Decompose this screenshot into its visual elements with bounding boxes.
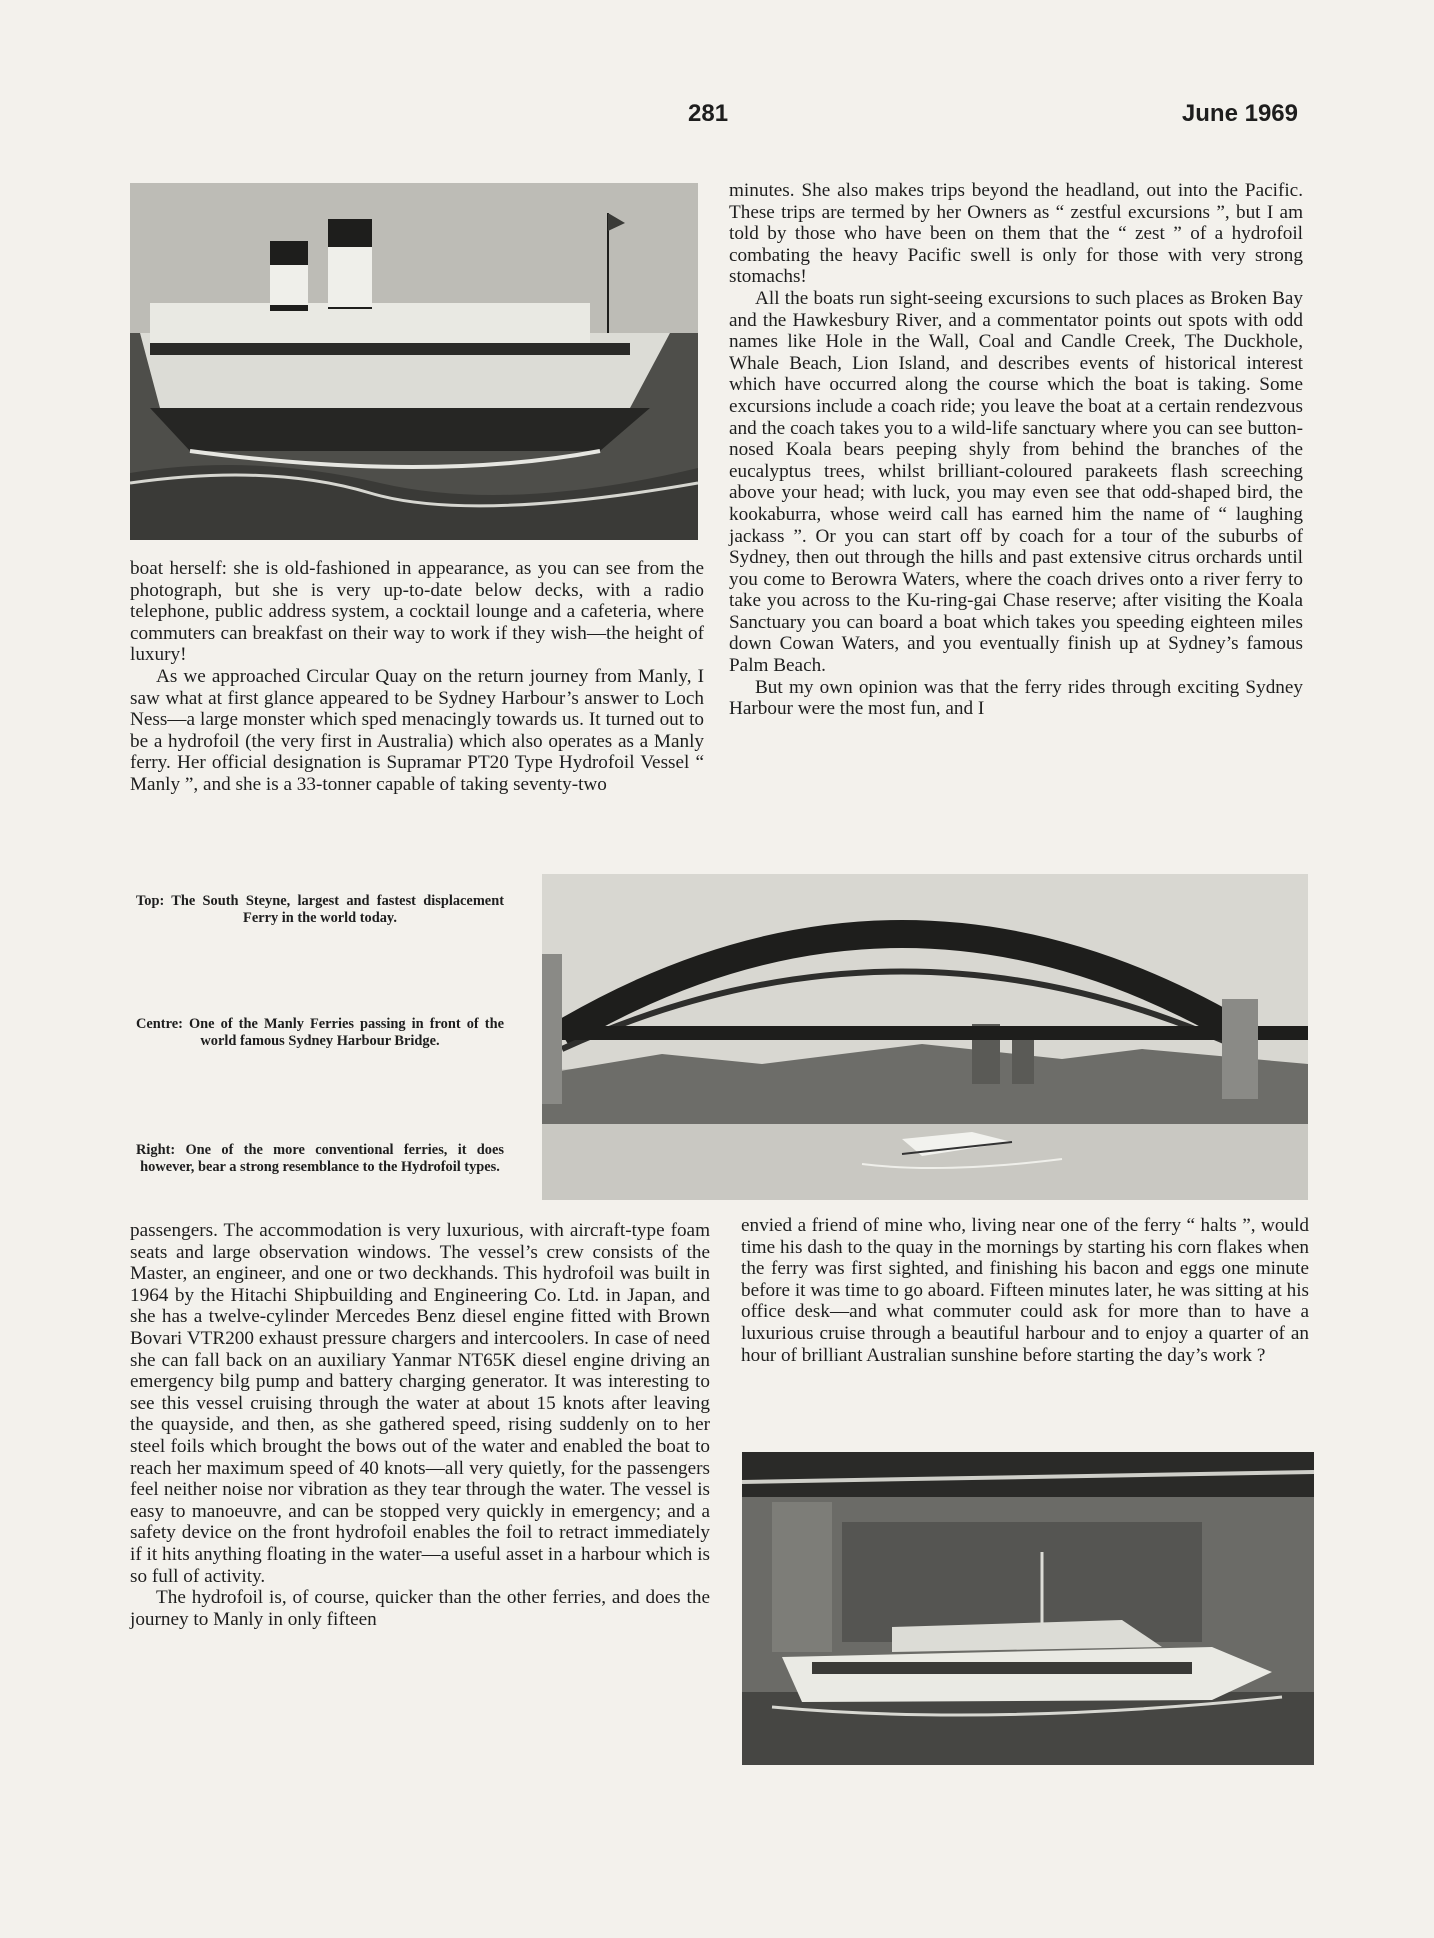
caption-right: Right: One of the more conventional ferries, it does however, bear a strong resemblance to the Hydrofoil types.	[136, 1142, 504, 1175]
paragraph: envied a friend of mine who, living near one of the ferry “ halts ”, would time his dash to the quay in the mornings by starting his corn flakes when the ferry was first sighted, and finishing his bacon and eggs one minute before it was time to go aboard. Fifteen minutes later, he was sitting at his office desk—and what commuter could ask for more than to have a luxurious cruise through a beautiful harbour and to enjoy a quarter of an hour of brilliant Australian sunshine before starting the day’s work ?	[741, 1215, 1309, 1366]
paragraph: The hydrofoil is, of course, quicker than the other ferries, and does the journey to Manly in only fifteen	[130, 1587, 710, 1630]
paragraph: But my own opinion was that the ferry rides through exciting Sydney Harbour were the most fun, and I	[729, 676, 1303, 720]
paragraph: All the boats run sight-seeing excursions to such places as Broken Bay and the Hawkesbury River, and a commentator points out spots with odd names like Hole in the Wall, Coal and Candle Creek, The Duckhole, Whale Beach, Lion Island, and describes events of historical interest which have occurred along the course which the boat is taking. Some excursions include a coach ride; you leave the boat at a certain rendezvous and the coach takes you to a wild-life sanctuary where you can see button-nosed Koala bears peeping shyly from behind the branches of the eucalyptus trees, whilst brilliant-coloured parakeets flash screeching above your head; with luck, you may even see that odd-shaped bird, the kookaburra, whose weird call has earned him the name of “ laughing jackass ”. Or you can start off by coach for a tour of the suburbs of Sydney, then out through the hills and past extensive citrus orchards until you come to Berowra Waters, where the coach drives onto a river ferry to take you across to the Ku-ring-gai Chase reserve; after visiting the Koala Sanctuary you can board a boat which takes you speeding eighteen miles down Cowan Waters, and you eventually finish up at Sydney’s famous Palm Beach.	[729, 287, 1303, 677]
article-column-right-bottom	[741, 1215, 1309, 1366]
paragraph: passengers. The accommodation is very luxurious, with aircraft-type foam seats and large observation windows. The vessel’s crew consists of the Master, an engineer, and one or two deckhands. This hydrofoil was built in 1964 by the Hitachi Shipbuilding and Engineering Co. Ltd. in Japan, and she has a twelve-cylinder Mercedes Benz diesel engine fitted with Brown Bovari VTR200 exhaust pressure chargers and intercoolers. In case of need she can fall back on an auxiliary Yanmar NT65K diesel engine driving an emergency bilg pump and battery charging generator. It was interesting to see this vessel cruising through the water at about 15 knots after leaving the quayside, and then, as she gathered speed, rising suddenly on to her steel foils which brought the bows out of the water and enabled the boat to reach her maximum speed of 40 knots—all very quietly, for the passengers feel neither noise nor vibration as they tear through the water. The vessel is easy to manoeuvre, and can be stopped very quickly in emergency; and a safety device on the front hydrofoil enables the foil to retract immediately if it hits anything floating in the water—a useful asset in a harbour which is so full of activity.	[130, 1220, 710, 1587]
page-header	[0, 100, 1434, 134]
article-column-left-top	[130, 558, 704, 796]
caption-centre: Centre: One of the Manly Ferries passing in front of the world famous Sydney Harbour Bridge.	[136, 1016, 504, 1049]
article-column-right-top	[729, 180, 1303, 720]
paragraph: As we approached Circular Quay on the return journey from Manly, I saw what at first glance appeared to be Sydney Harbour’s answer to Loch Ness—a large monster which sped menacingly towards us. It turned out to be a hydrofoil (the very first in Australia) which also operates as a Manly ferry. Her official designation is Supramar PT20 Type Hydrofoil Vessel “ Manly ”, and she is a 33-tonner capable of taking seventy-two	[130, 665, 704, 795]
photo-harbour-bridge	[542, 874, 1308, 1200]
photo-south-steyne-ferry	[130, 183, 698, 540]
page-number: 281	[688, 100, 729, 127]
paragraph: boat herself: she is old-fashioned in appearance, as you can see from the photograph, but she is very up-to-date below decks, with a radio telephone, public address system, a cocktail lounge and a cafeteria, where commuters can breakfast on their way to work if they wish—the height of luxury!	[130, 558, 704, 666]
article-column-left-bottom	[130, 1220, 710, 1630]
photo-conventional-ferry	[742, 1452, 1314, 1765]
paragraph: minutes. She also makes trips beyond the headland, out into the Pacific. These trips are termed by her Owners as “ zestful excursions ”, but I am told by those who have been on them that the “ zest ” of a hydrofoil combating the heavy Pacific swell is only for those with very strong stomachs!	[729, 180, 1303, 288]
caption-top: Top: The South Steyne, largest and fastest displacement Ferry in the world today.	[136, 893, 504, 926]
issue-date: June 1969	[1181, 100, 1298, 127]
